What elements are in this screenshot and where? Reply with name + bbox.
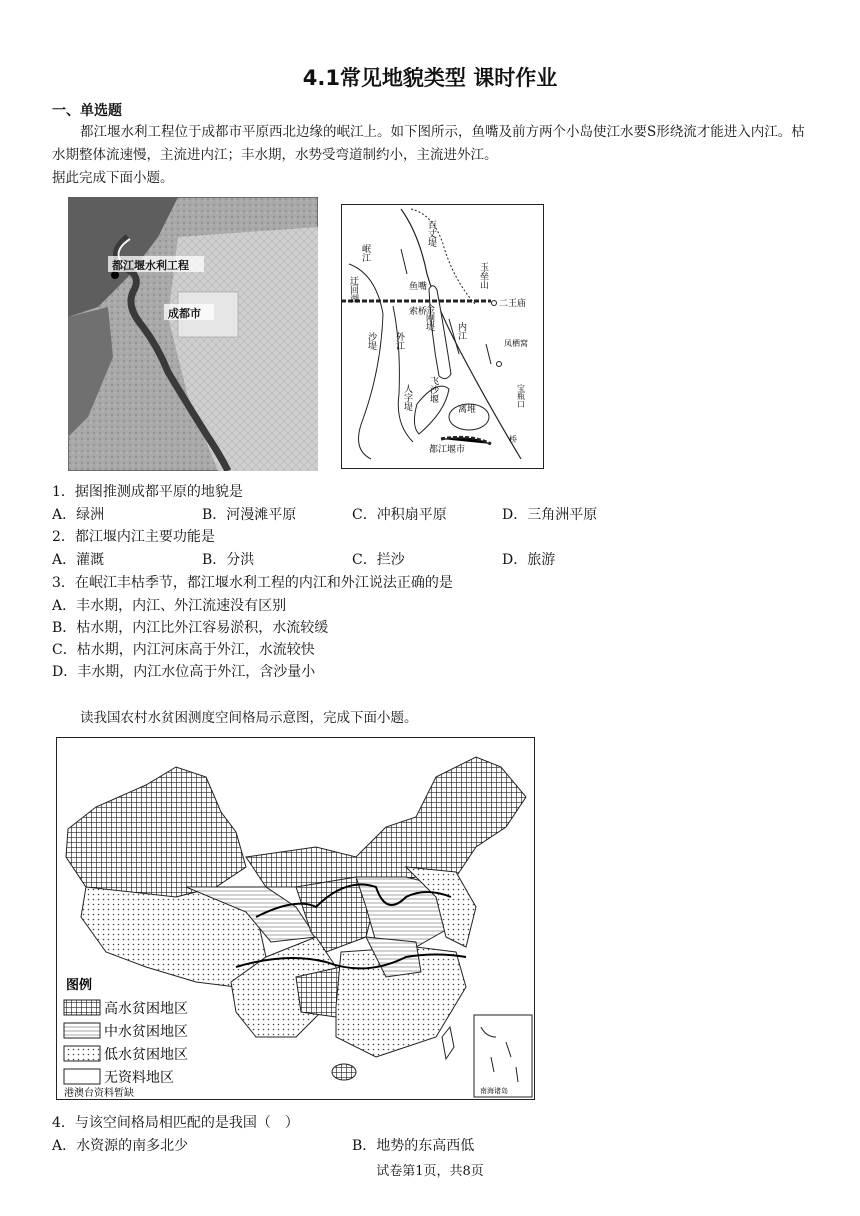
legend-low: 低水贫困地区 <box>104 1047 188 1063</box>
label-jingangdi: 金刚堤 <box>424 304 434 331</box>
legend-mid: 中水贫困地区 <box>104 1024 188 1040</box>
q1-option-d[interactable]: D．三角洲平原 <box>502 507 598 523</box>
legend-title: 图例 <box>66 978 93 993</box>
label-baizhangdi: 百丈堤 <box>426 220 436 247</box>
q3-option-b[interactable]: B．枯水期，内江比外江容易淤积，水流较缓 <box>52 620 329 636</box>
q3-option-d[interactable]: D．丰水期，内江水位高于外江，含沙量小 <box>52 664 316 680</box>
intro-paragraph: 都江堰水利工程位于成都市平原西北边缘的岷江上。如下图所示，鱼嘴及前方两个小岛使江水要S形绕流才能进入内江。枯水期整体流速慢，主流进内江；丰水期，水势受弯道制约小，主流进外江。 <box>52 124 805 163</box>
page-title: 4.1常见地貌类型 课时作业 <box>302 66 558 90</box>
label-waijiang: 外江 <box>394 332 404 350</box>
legend-swatch-mid <box>64 1023 100 1038</box>
page-footer: 试卷第1页，共8页 <box>376 1164 484 1179</box>
label-feishayan: 飞沙堰 <box>428 376 438 403</box>
water-poverty-map <box>56 737 535 1100</box>
label-lidui: 离堆 <box>458 405 477 415</box>
label-qiao: 桥 <box>509 435 517 444</box>
label-fengqiwo: 凤栖窝 <box>504 339 528 348</box>
question-4-stem: 4．与该空间格局相匹配的是我国（ ） <box>52 1115 299 1131</box>
question-1-stem: 1．据图推测成都平原的地貌是 <box>52 484 243 500</box>
question-3-stem: 3．在岷江丰枯季节，都江堰水利工程的内江和外江说法正确的是 <box>52 575 453 591</box>
q1-option-a[interactable]: A．绿洲 <box>52 507 105 523</box>
label-yuhuihu: 迂回湖 <box>348 276 358 303</box>
label-baopingkou: 宝瓶口 <box>516 384 526 408</box>
q1-option-c[interactable]: C．冲积扇平原 <box>352 507 447 523</box>
q2-option-c[interactable]: C．拦沙 <box>352 552 405 568</box>
question-2-stem: 2．都江堰内江主要功能是 <box>52 529 215 545</box>
map-note: 港澳台资料暂缺 <box>64 1088 134 1099</box>
label-yuleishan: 玉垒山 <box>478 262 488 289</box>
label-suoqiao: 索桥 <box>409 307 428 317</box>
legend-high: 高水贫困地区 <box>104 1001 188 1017</box>
q4-option-a[interactable]: A．水资源的南多北少 <box>52 1138 189 1154</box>
inset-label: 南海诸岛 <box>480 1087 508 1095</box>
q4-option-b[interactable]: B．地势的东高西低 <box>352 1138 475 1154</box>
legend-swatch-low <box>64 1046 100 1061</box>
intro-2: 读我国农村水贫困测度空间格局示意图，完成下面小题。 <box>80 710 418 726</box>
label-renzidi: 人字堤 <box>402 384 412 411</box>
label-erwangmiao: 二王庙 <box>499 299 527 309</box>
legend-swatch-high <box>64 1000 100 1015</box>
q1-option-b[interactable]: B．河漫滩平原 <box>202 507 297 523</box>
legend-none: 无资料地区 <box>104 1070 174 1086</box>
label-dujiangyan-project: 都江堰水利工程 <box>112 259 189 272</box>
q2-option-a[interactable]: A．灌溉 <box>52 552 105 568</box>
q2-option-d[interactable]: D．旅游 <box>502 552 556 568</box>
label-shadi: 沙堤 <box>366 332 376 350</box>
legend-swatch-none <box>64 1069 100 1084</box>
chengdu-map-figure <box>68 197 318 471</box>
q3-option-c[interactable]: C．枯水期，内江河床高于外江，水流较快 <box>52 642 315 658</box>
label-minjiang: 岷江 <box>360 244 370 262</box>
label-neijiang: 内江 <box>456 322 466 340</box>
label-chengdu: 成都市 <box>168 307 201 320</box>
section-heading: 一、单选题 <box>52 103 122 119</box>
dujiangyan-diagram <box>341 204 544 469</box>
q2-option-b[interactable]: B．分洪 <box>202 552 255 568</box>
intro-instruction: 据此完成下面小题。 <box>52 170 174 186</box>
q3-option-a[interactable]: A．丰水期，内江、外江流速没有区别 <box>52 598 287 614</box>
label-yuzui: 鱼嘴 <box>409 282 428 292</box>
label-dujiangyan-city: 都江堰市 <box>429 445 466 455</box>
